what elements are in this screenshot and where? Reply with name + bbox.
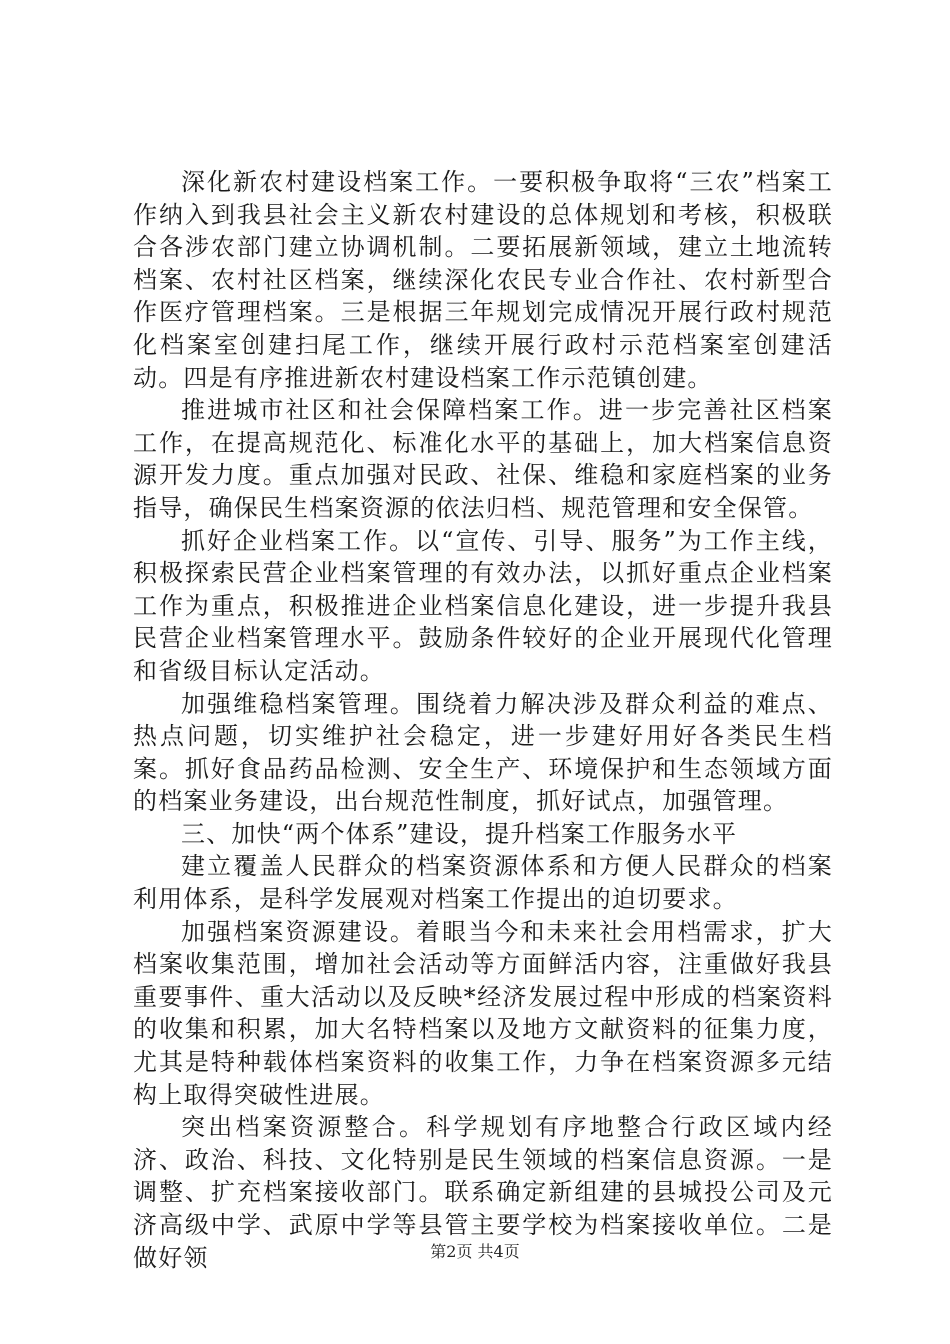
paragraph-resource-building: 加强档案资源建设。着眼当今和未来社会用档需求，扩大档案收集范围，增加社会活动等方面鲜活内容，注重做好我县重要事件、重大活动以及反映*经济发展过程中形成的档案资料的收集和积累，加大名特档案以及地方文献资料的征集力度，尤其是特种载体档案资料的收集工作，力争在档案资源多元结构上取得突破性进展。 xyxy=(133,917,833,1109)
paragraph-stability-archives: 加强维稳档案管理。围绕着力解决涉及群众利益的难点、热点问题，切实维护社会稳定，进一步建好用好各类民生档案。抓好食品药品检测、安全生产、环境保护和生态领域方面的档案业务建设，出台规范性制度，抓好试点，加强管理。 xyxy=(133,689,833,816)
paragraph-rural-archives: 深化新农村建设档案工作。一要积极争取将“三农”档案工作纳入到我县社会主义新农村建设的总体规划和考核，积极联合各涉农部门建立协调机制。二要拓展新领域，建立土地流转档案、农村社区档案，继续深化农民专业合作社、农村新型合作医疗管理档案。三是根据三年规划完成情况开展行政村规范化档案室创建扫尾工作，继续开展行政村示范档案室创建活动。四是有序推进新农村建设档案工作示范镇创建。 xyxy=(133,168,833,392)
paragraph-two-systems: 建立覆盖人民群众的档案资源体系和方便人民群众的档案利用体系，是科学发展观对档案工作提出的迫切要求。 xyxy=(133,852,833,914)
paragraph-resource-integration: 突出档案资源整合。科学规划有序地整合行政区域内经济、政治、科技、文化特别是民生领域的档案信息资源。一是调整、扩充档案接收部门。联系确定新组建的县城投公司及元济高级中学、武原中学等县管主要学校为档案接收单位。二是做好领 xyxy=(133,1113,833,1272)
page-number-footer: 第2页 共4页 xyxy=(430,1242,520,1261)
section-heading: 三、加快“两个体系”建设，提升档案工作服务水平 xyxy=(181,819,738,848)
document-body xyxy=(133,166,833,1274)
paragraph-community-archives: 推进城市社区和社会保障档案工作。进一步完善社区档案工作，在提高规范化、标准化水平的基础上，加大档案信息资源开发力度。重点加强对民政、社保、维稳和家庭档案的业务指导，确保民生档案资源的依法归档、规范管理和安全保管。 xyxy=(133,396,833,522)
paragraph-enterprise-archives: 抓好企业档案工作。以“宣传、引导、服务”为工作主线，积极探索民营企业档案管理的有效办法，以抓好重点企业档案工作为重点，积极推进企业档案信息化建设，进一步提升我县民营企业档案管理水平。鼓励条件较好的企业开展现代化管理和省级目标认定活动。 xyxy=(133,526,833,685)
